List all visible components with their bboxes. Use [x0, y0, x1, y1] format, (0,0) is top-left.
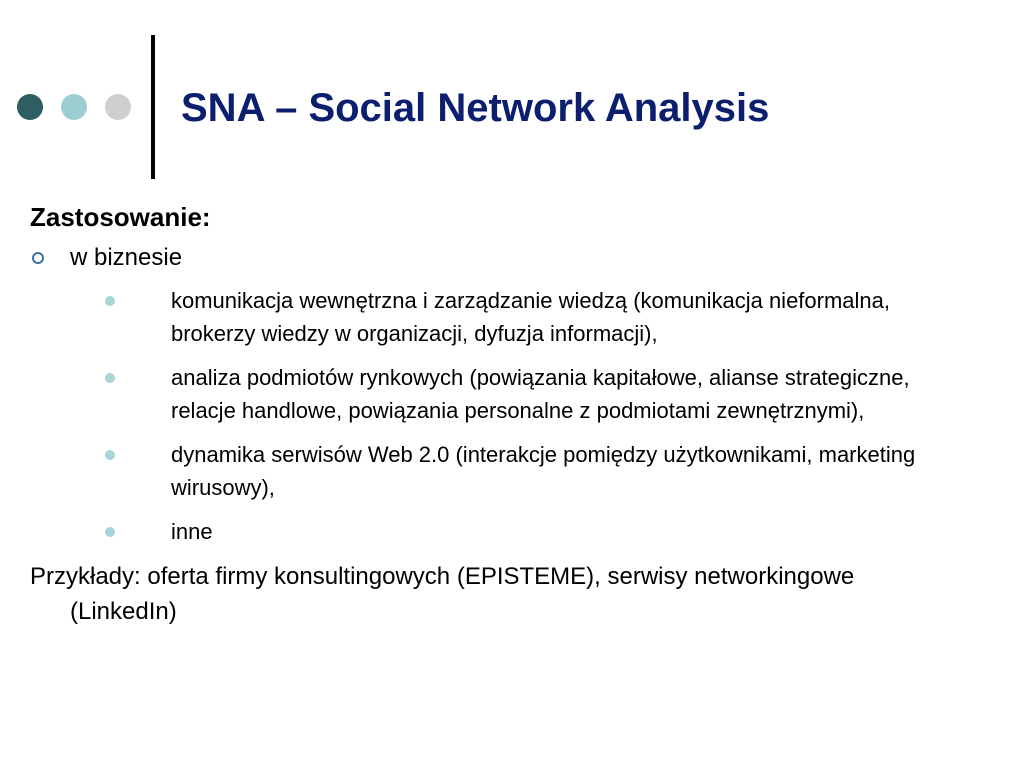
decorative-dot-light — [61, 94, 87, 120]
slide-body — [30, 198, 990, 629]
bullet-item — [30, 242, 990, 274]
sub-bullet-text: inne — [171, 519, 213, 544]
dot-bullet-icon — [105, 296, 115, 306]
sub-bullet-text: analiza podmiotów rynkowych (powiązania kapitałowe, alianse strategiczne, relacje handlowe, powiązania personalne z podmiotami zewnętrznymi), — [171, 365, 910, 423]
decorative-dot-dark — [17, 94, 43, 120]
dot-bullet-icon — [105, 450, 115, 460]
sub-bullet-item — [30, 515, 971, 548]
sub-bullet-text: komunikacja wewnętrzna i zarządzanie wiedzą (komunikacja nieformalna, brokerzy wiedzy w organizacji, dyfuzja informacji), — [171, 288, 891, 346]
bullet-text: w biznesie — [70, 244, 183, 271]
sub-bullet-item — [30, 361, 971, 427]
decorative-dot-grey — [105, 94, 131, 120]
examples-paragraph: Przykłady: oferta firmy konsultingowych (EPISTEME), serwisy networkingowe (LinkedIn) — [30, 563, 855, 625]
dot-bullet-icon — [105, 373, 115, 383]
title-divider — [151, 35, 155, 179]
slide-title: SNA – Social Network Analysis — [181, 86, 770, 130]
dot-bullet-icon — [105, 527, 115, 537]
sub-bullet-item — [30, 438, 971, 504]
section-heading: Zastosowanie: — [30, 202, 211, 232]
sub-bullet-item — [30, 284, 971, 350]
sub-bullet-text: dynamika serwisów Web 2.0 (interakcje pomiędzy użytkownikami, marketing wirusowy), — [171, 442, 916, 500]
ring-bullet-icon — [32, 252, 44, 264]
